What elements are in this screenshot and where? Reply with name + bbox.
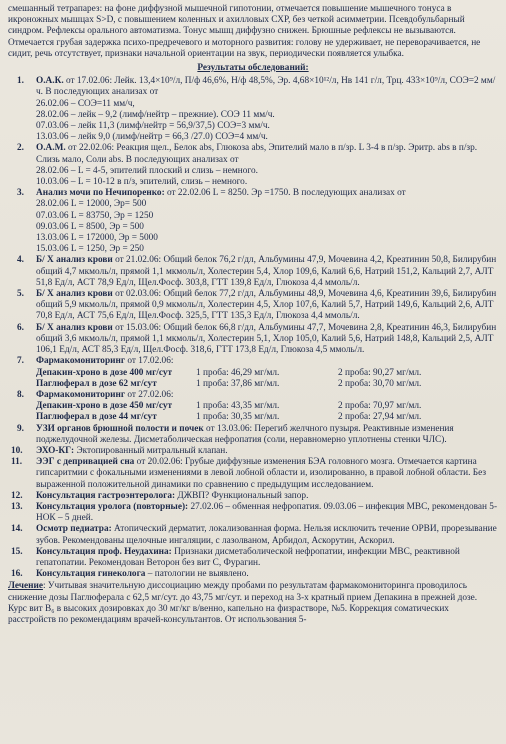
item-subline: 28.02.06 – L = 4-5, эпителий плоский и слизь – немного. [36, 165, 258, 176]
item-subline: 15.03.06 L = 1250, Эр = 250 [36, 244, 144, 255]
item-body: от 20.02.06: Грубые диффузные изменения БЭА головного мозга. Отмечается картина гипсаритмии с фокальными изменениями в левой лобной области и, изолированно, в правой лобной области. Без выраженной положительной динамики по сравнению с предыдущим исследованием. [36, 457, 487, 490]
item-body: Эктопированный митральный клапан. [74, 445, 228, 456]
item-title: Консультация уролога (повторные): [36, 501, 189, 512]
item-number: 13. [11, 501, 23, 512]
item-text [36, 76, 498, 98]
item-text [36, 457, 498, 491]
item-body: от 22.02.06 L = 8250. Эр =1750. В последующих анализах от [164, 188, 406, 199]
item-title: Анализ мочи по Нечипоренко: [36, 188, 165, 199]
result-item [8, 424, 498, 446]
item-body: от 15.03.06: Общий белок 66,8 г/дл, Альбумины 47,7, Мочевина 2,8, Креатинин 46,3, Билирубин общий 3,6 мкмоль/л, прямой 1,1 мкмоль/л, Холестерин 5,1, Хлор 105,0, Калий 5,6, Натрий 148,8, Кальций 2,5, АЛТ 106,1 Ед/л, АСТ 85,3 Ед/л, Щел.Фосф. 318,6, ГТТ 173,8 Ед/л, Глюкоза 4,5 ммоль/л. [36, 322, 497, 356]
result-item [8, 289, 498, 323]
item-text [36, 424, 498, 446]
item-subline: 26.02.06 – СОЭ=11 мм/ч, [36, 98, 135, 109]
item-text [36, 188, 498, 199]
dose-row [36, 401, 498, 412]
item-number: 14. [11, 524, 23, 535]
item-subline: 09.03.06 L = 8500, Эр = 500 [36, 221, 144, 232]
item-number: 10. [11, 445, 23, 456]
sample-2: 2 проба: 30,70 мг/мл. [338, 378, 422, 389]
result-item [8, 491, 498, 502]
item-title: Б/ Х анализ крови [36, 289, 113, 300]
treatment-label: Лечение [8, 581, 43, 592]
item-title: Б/ Х анализ крови [36, 255, 113, 266]
result-item [8, 390, 498, 424]
result-item [8, 457, 498, 491]
item-number: 1. [17, 76, 24, 87]
result-item [8, 547, 498, 569]
item-subline: 13.03.06 – лейк 9,0 (лимф/нейтр = 66,3 /27.0) СОЭ=4 мм/ч. [36, 132, 268, 143]
result-item [8, 188, 498, 255]
item-title: ЭЭГ с депривацией сна [36, 457, 135, 468]
item-text [36, 569, 498, 580]
item-title: ЭХО-КГ: [36, 445, 75, 456]
item-text [36, 502, 498, 524]
sample-2: 2 проба: 27,94 мг/мл. [338, 412, 422, 423]
item-body: ДЖВП? Функциональный запор. [175, 490, 309, 501]
item-text [36, 390, 498, 401]
item-text [36, 356, 498, 367]
item-text [36, 289, 498, 323]
item-body: от 17.02.06: Лейк. 13,4×10⁹/л, П/ф 46,6%, Н/ф 48,5%, Эр. 4,68×10¹²/л, Нв 141 г/л, Трц. 433×10⁹/л, СОЭ=2 мм/ч. В последующих анализах от [36, 76, 496, 98]
item-title: Консультация гинеколога [36, 569, 146, 580]
item-subline: 28.02.06 L = 12000, Эр= 500 [36, 199, 147, 210]
intro-paragraph: смешанный тетрапарез: на фоне диффузной мышечной гипотонии, отмечается повышение мышечного тонуса в икроножных мышцах S>D, с повышением коленных и ахилловых СХР, без четкой асимметрии. Псевдобульбарный синдром. Рефлексы орального автоматизма. Тонус мышц диффузно снижен. Брюшные рефлексы не вызываются. Отмечается грубая задержка психо-предречевого и моторного развития: голову не удерживает, не переворачивается, не сидит, речь отсутствует, признаки начальной ориентации на звук, периодически появляется улыбка. [8, 4, 481, 59]
item-number: 11. [11, 457, 23, 468]
item-title: Б/ Х анализ крови [36, 322, 113, 333]
item-body: Атопический дерматит, локализованная форма. Нельзя исключить течение ОРВИ, прорезывание зубов. Рекомендованы щелочные ингаляции, с лазолваном, Арбидол, Аскорутин, Аскорил. [36, 524, 497, 546]
item-text [36, 491, 498, 502]
item-body: от 21.02.06: Общий белок 76,2 г/дл, Альбумины 47,9, Мочевина 4,2, Креатинин 50,8, Билирубин общий 4,7 мкмоль/л, прямой 1,1 мкмоль/л, Холестерин 5,4, Хлор 109,6, Калий 6,6, Натрий 151,2, Кальций 2,7, АЛТ 51,8 Ед/л, АСТ 78,9 Ед/л, Щел.Фосф. 303,8, ГТТ 139,8 Ед/л, Глюкоза 4,4 ммоль/л. [36, 255, 497, 288]
item-title: Осмотр педиатра: [36, 524, 112, 535]
item-number: 4. [17, 255, 24, 266]
drug-dose: Паглюферал в дозе 44 мг/сут [36, 412, 157, 423]
item-body: от 22.02.06: Реакция щел., Белок abs, Глюкоза abs, Эпителий мало в п/зр. L 3-4 в п/зр. Эритр. abs в п/зр. Слизь мало, Соли abs. В последующих анализах от [36, 143, 478, 165]
result-item [8, 143, 498, 188]
item-body: от 02.03.06: Общий белок 77,2 г/дл, Альбумины 48,9, Мочевина 4,6, Креатинин 39,6, Билирубин общий 5,9 мкмоль/л, прямой 0,9 мкмоль/л, Холестерин 4,5, Хлор 107,6, Калий 5,7, Натрий 149,6, Кальций 2,6, АЛТ 70,8 Ед/л, АСТ 75,6 Ед/л, Щел.Фосф. 325,5, ГТТ 135,3 Ед/л, Глюкоза 4,4 ммоль/л. [36, 289, 497, 322]
drug-dose: Депакин-хроно в дозе 450 мг/сут [36, 401, 173, 412]
item-subline: 10.03.06 – L = 10-12 в п/з, эпителий, слизь – немного. [36, 177, 248, 188]
item-text [36, 255, 498, 289]
result-item [8, 502, 498, 524]
item-subline: 07.03.06 L = 83750, Эр = 1250 [36, 210, 154, 221]
sample-2: 2 проба: 90,27 мг/мл. [338, 367, 422, 378]
result-item [8, 356, 498, 390]
result-item [8, 323, 498, 357]
treatment-paragraph [8, 581, 498, 626]
item-title: УЗИ органов брюшной полости и почек [36, 423, 204, 434]
item-title: Консультация проф. Неудахина: [36, 546, 172, 557]
item-text [36, 524, 498, 546]
drug-dose: Депакин-хроно в дозе 400 мг/сут [36, 367, 173, 378]
item-body: от 17.02.06: [125, 356, 174, 367]
sample-1: 1 проба: 30,35 мг/мл. [196, 412, 280, 423]
results-heading: Результаты обследований: [197, 63, 309, 74]
result-item [8, 76, 498, 143]
dose-row [36, 368, 498, 379]
item-text [36, 143, 498, 165]
sample-1: 1 проба: 43,35 мг/мл. [196, 401, 280, 412]
item-title: Фармакомониторинг [36, 356, 126, 367]
result-item [8, 446, 498, 457]
item-number: 16. [11, 569, 23, 580]
results-list [8, 76, 498, 580]
item-number: 9. [17, 423, 24, 434]
dose-row [36, 379, 498, 390]
item-body: от 13.03.06: Перегиб желчного пузыря. Реактивные изменения поджелудочной железы. Дисметаболическая нефропатия (соли, неравномерно уплотнены стенки ЧЛС). [36, 423, 454, 445]
item-text [36, 547, 498, 569]
item-title: О.А.М. [36, 143, 66, 154]
sample-1: 1 проба: 46,29 мг/мл. [196, 367, 280, 378]
item-title: Консультация гастроэнтеролога: [36, 490, 176, 501]
item-text [36, 323, 498, 357]
item-subline: 13.03.06 L = 172000, Эр = 5000 [36, 233, 158, 244]
item-body: от 27.02.06: [125, 389, 174, 400]
item-body: – патологии не выявлено. [145, 569, 249, 580]
item-number: 8. [17, 389, 24, 400]
result-item [8, 255, 498, 289]
item-number: 2. [17, 143, 24, 154]
result-item [8, 569, 498, 580]
drug-dose: Паглюферал в дозе 62 мг/сут [36, 378, 157, 389]
result-item [8, 524, 498, 546]
item-body: 27.02.06 – обменная нефропатия. 09.03.06 – инфекция МВС, рекомендован 5-НОК – 5 дней. [36, 501, 498, 524]
item-number: 6. [17, 322, 24, 333]
item-text [36, 446, 498, 457]
item-title: О.А.К. [36, 76, 64, 87]
item-body: Признаки дисметаболической нефропатии, инфекции МВС, реактивной гепатопатии. Рекомендован Веторон без вит С, Фурагин. [36, 546, 460, 568]
item-number: 3. [17, 188, 24, 199]
item-number: 7. [17, 356, 24, 367]
dose-row [36, 412, 498, 423]
item-number: 5. [17, 289, 24, 300]
sample-2: 2 проба: 70,97 мг/мл. [338, 401, 422, 412]
item-title: Фармакомониторинг [36, 389, 126, 400]
sample-1: 1 проба: 37,86 мг/мл. [196, 378, 280, 389]
item-subline: 07.03.06 – лейк 11,3 (лимф/нейтр = 56,9/37,5) СОЭ=3 мм/ч. [36, 121, 270, 132]
treatment-text: : Учитывая значительную диссоциацию между пробами по результатам фармакомониторинга проводилось снижение дозы Паглюферала с 62,5 мг/сут. до 43,75 мг/сут. и переход на 3-х кратный прием Депакина в прежней дозе. Курс вит В₆ в высоких дозировках до 30 мг/кг в/венно, капельно на физрастворе, №5. Коррекция соматических расстройств по рекомендациям врачей-консультантов. От использования 5- [8, 581, 478, 625]
item-number: 12. [11, 490, 23, 501]
item-number: 15. [11, 546, 23, 557]
item-subline: 28.02.06 – лейк – 9,2 (лимф/нейтр – прежние). СОЭ 11 мм/ч. [36, 109, 275, 120]
